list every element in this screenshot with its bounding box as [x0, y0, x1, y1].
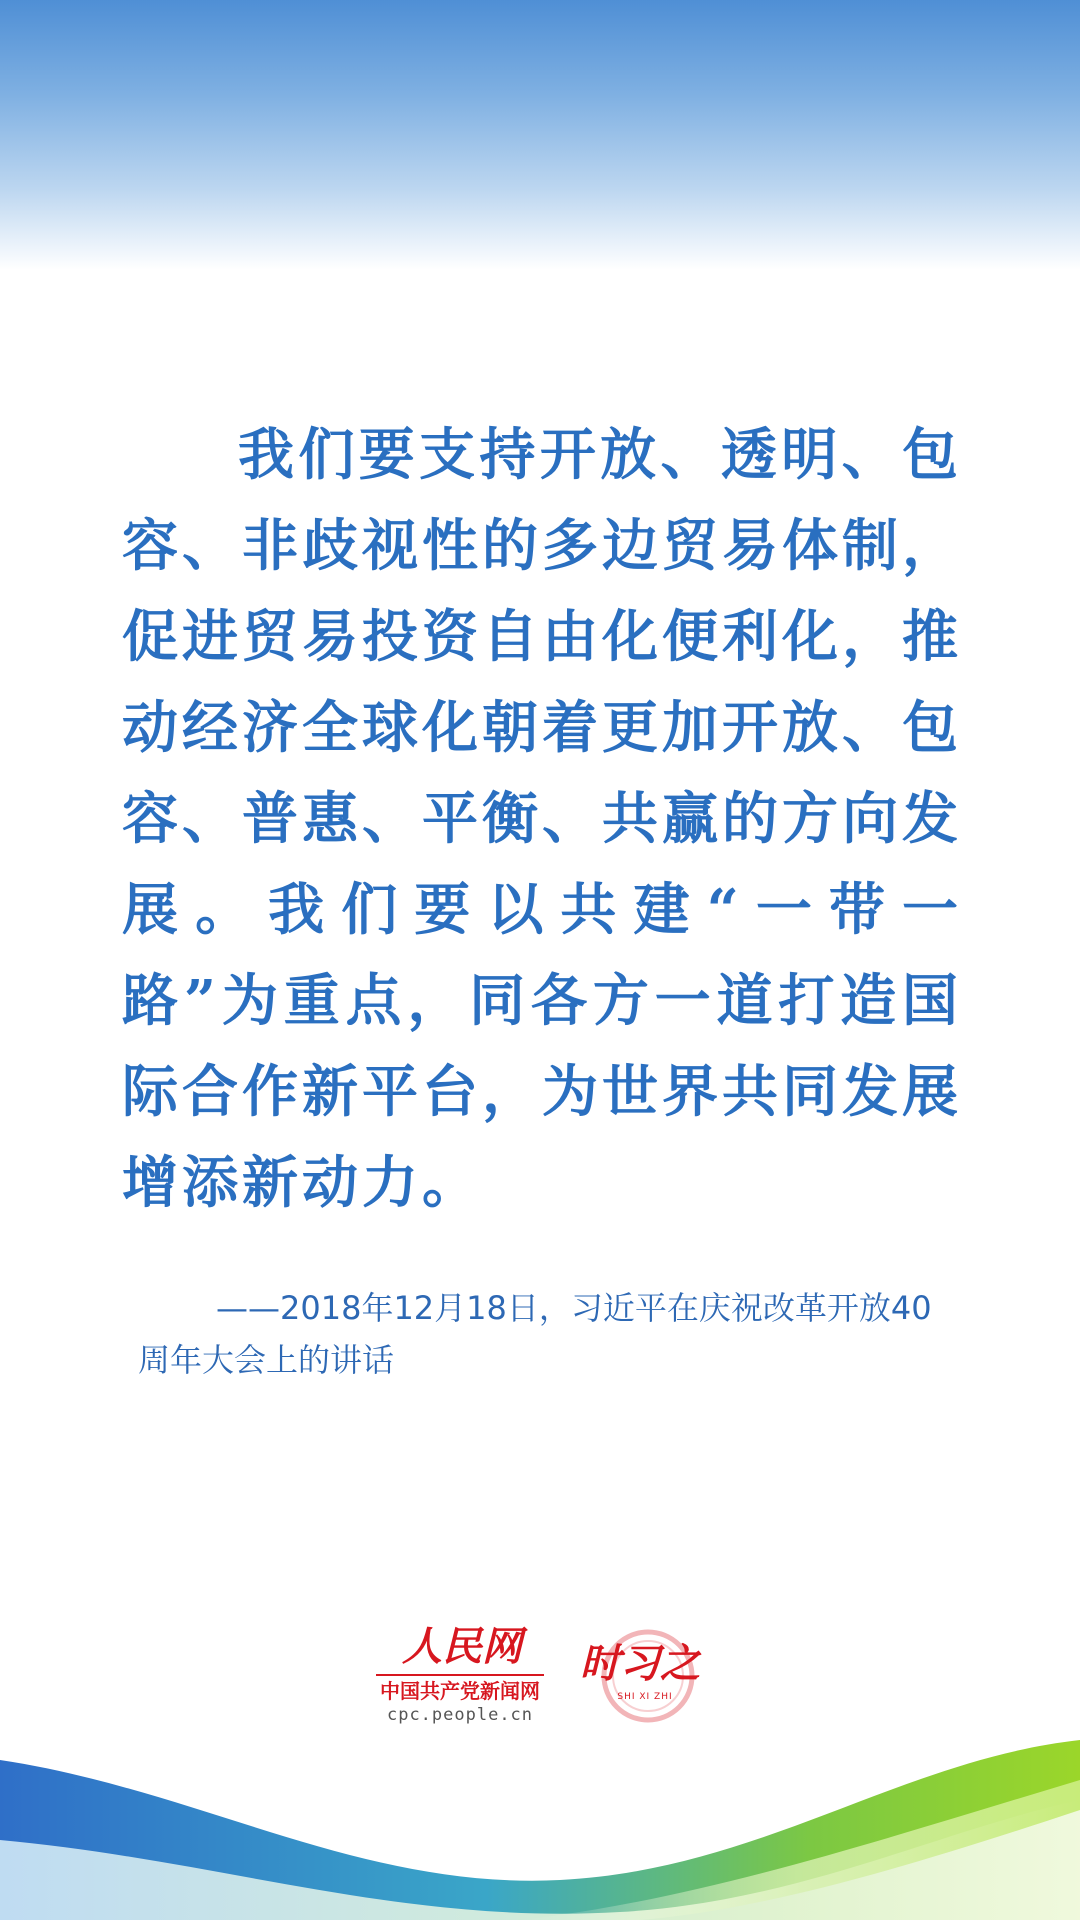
renminwang-cn-name: 中国共产党新闻网: [380, 1679, 540, 1703]
renminwang-url: cpc.people.cn: [386, 1705, 534, 1725]
shixizhi-text: 时习之: [580, 1641, 700, 1687]
shixizhi-logo: [570, 1622, 710, 1732]
top-gradient-band: [0, 0, 1080, 270]
quote-text: 我们要支持开放、透明、包容、非歧视性的多边贸易体制，促进贸易投资自由化便利化，推动经济全球化朝着更加开放、包容、普惠、平衡、共赢的方向发展。我们要以共建“一带一路”为重点，同各方一道打造国际合作新平台，为世界共同发展增添新动力。: [122, 422, 962, 1216]
logo-group: [370, 1622, 720, 1732]
shixizhi-pinyin: SHI XI ZHI: [617, 1692, 673, 1702]
renminwang-brush-text: 人民网: [402, 1623, 522, 1670]
renminwang-divider: [376, 1674, 544, 1676]
renminwang-logo: [370, 1622, 550, 1730]
quote-source: ——2018年12月18日，习近平在庆祝改革开放40周年大会上的讲话: [138, 1289, 932, 1379]
bottom-wave-decoration: [0, 1720, 1080, 1920]
